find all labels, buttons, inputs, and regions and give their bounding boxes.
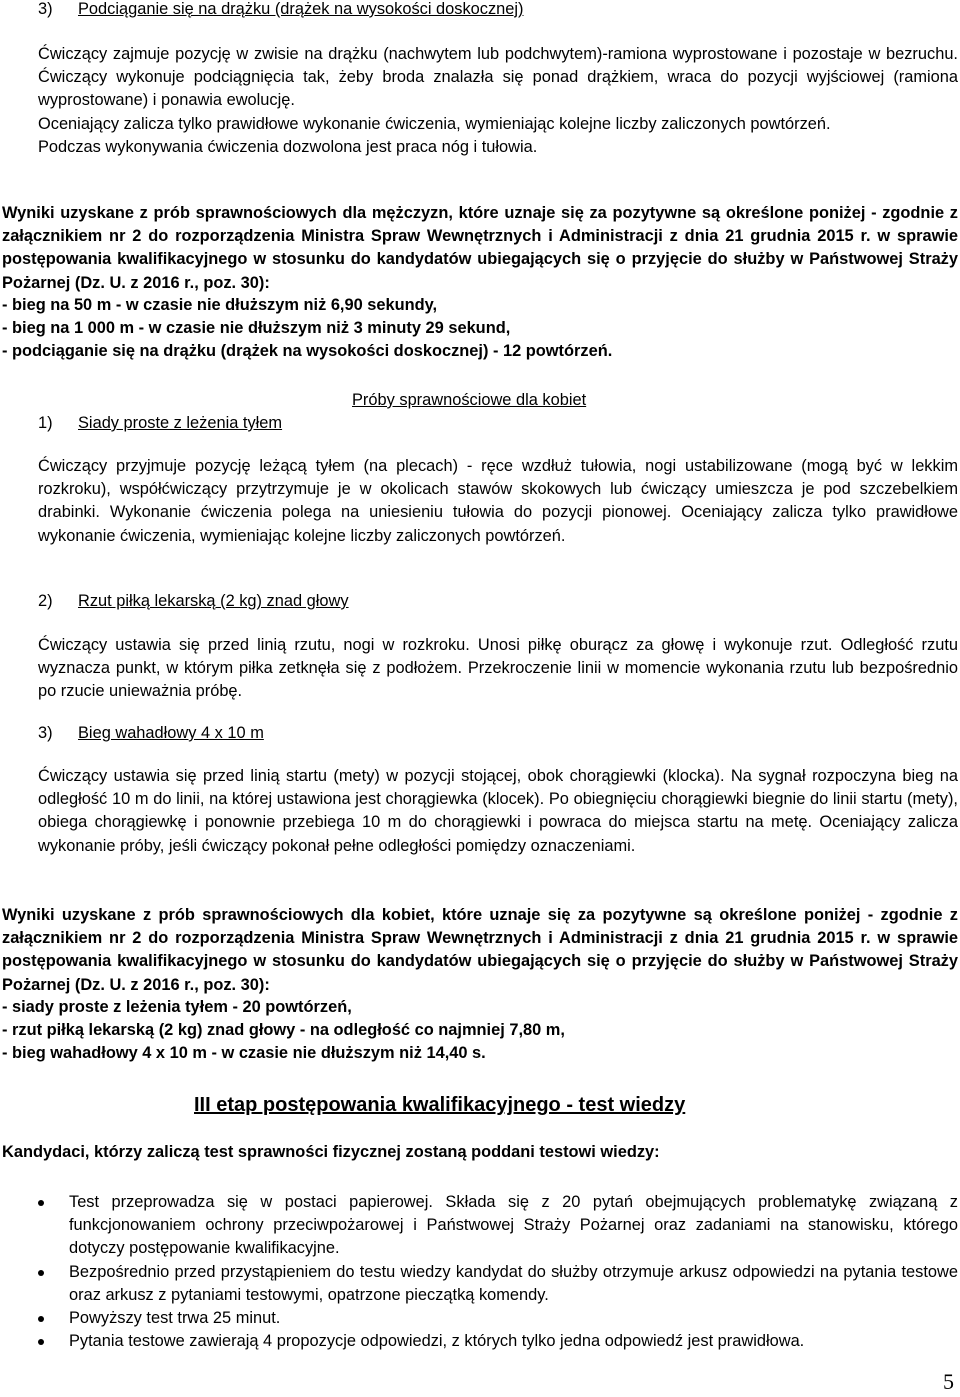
women-item-3-number: 3)	[38, 724, 53, 742]
women-result-situps: - siady proste z leżenia tyłem - 20 powtórzeń,	[2, 998, 352, 1016]
women-result-ball-throw: - rzut piłką lekarską (2 kg) znad głowy - na odległość co najmniej 7,80 m,	[2, 1021, 565, 1040]
men-item-3-title: Podciąganie się na drążku (drążek na wysokości doskocznej)	[78, 0, 524, 18]
men-item-3-desc-p3: Podczas wykonywania ćwiczenia dozwolona jest praca nóg i tułowia.	[38, 137, 538, 156]
bullet-dot-icon	[38, 1270, 44, 1276]
women-item-1-number: 1)	[38, 414, 53, 432]
women-item-1-description: Ćwiczący przyjmuje pozycję leżącą tyłem (na plecach) - ręce wzdłuż tułowia, nogi ustabilizowane (mogą być w lekkim rozkroku), współćwiczący przytrzymuje je w okolicach stawów skokowych lub ćwiczący umieszcza je pod szczebelkiem drabinki. Wykonanie ćwiczenia polega na uniesieniu tułowia do pozycji pionowej. Oceniający zalicza tylko prawidłowe wykonanie ćwiczenia, wymieniając kolejne liczby zaliczonych powtórzeń.	[38, 457, 958, 545]
list-item-text: Powyższy test trwa 25 minut.	[69, 1309, 281, 1328]
women-results-intro: Wyniki uzyskane z prób sprawnościowych dla kobiet, które uznaje się za pozytywne są określone poniżej - zgodnie z załącznikiem nr 2 do rozporządzenia Ministra Spraw Wewnętrznych i Administracji z dnia 21 grudnia 2015 r. w sprawie postępowania kwalifikacyjnego w stosunku do kandydatów ubiegających się o przyjęcie do służby w Państwowej Straży Pożarnej (Dz. U. z 2016 r., poz. 30):	[2, 906, 958, 994]
men-item-3-desc-p1: Ćwiczący zajmuje pozycję w zwisie na drążku (nachwytem lub podchwytem)-ramiona wyprostowane i pozostaje w bezruchu. Ćwiczący wykonuje podciągnięcia tak, żeby broda znalazła się ponad drążkiem, wraca do pozycji wyjściowej (ramiona wyprostowane) i ponawia ewolucję.	[38, 45, 958, 110]
men-results-list	[2, 294, 958, 364]
women-item-2-description: Ćwiczący ustawia się przed linią rzutu, nogi w rozkroku. Unosi piłkę oburącz za głowę i wykonuje rzut. Odległość rzutu wyznacza punkt, w którym piłka zetknęła się z podłożem. Przekroczenie linii w momencie wykonania rzutu lub bezpośrednio po rzucie unieważnia próbę.	[38, 636, 958, 701]
men-item-3-heading	[38, 0, 958, 21]
list-item	[38, 1191, 958, 1261]
list-item	[38, 1261, 958, 1307]
page-number: 5	[943, 1369, 954, 1394]
bullet-dot-icon	[38, 1339, 44, 1345]
men-result-pullups: - podciąganie się na drążku (drążek na wysokości doskocznej) - 12 powtórzeń.	[2, 342, 613, 361]
men-result-run-1000m: - bieg na 1 000 m - w czasie nie dłuższym niż 3 minuty 29 sekund,	[2, 319, 511, 338]
list-item	[38, 1307, 958, 1330]
women-item-3-title: Bieg wahadłowy 4 x 10 m	[78, 724, 264, 742]
bullet-dot-icon	[38, 1200, 44, 1206]
women-item-1-heading	[38, 412, 958, 435]
women-item-3-description: Ćwiczący ustawia się przed linią startu (mety) w pozycji stojącej, obok chorągiewki (klocka). Na sygnał rozpoczyna bieg na odległość 10 m do linii, na której ustawiona jest chorągiewka (klocek). Po obiegnięciu chorągiewki biegnie do linii startu (mety), obiega chorągiewkę i ponownie przebiega 10 m do chorągiewki i powraca do miejsca startu na metę. Oceniający zalicza wykonanie próby, jeśli ćwiczący pokonał pełne odległości pomiędzy oznaczeniami.	[38, 767, 958, 855]
men-item-3-description	[38, 43, 958, 159]
list-item-text: Bezpośrednio przed przystąpieniem do testu wiedzy kandydat do służby otrzymuje arkusz odpowiedzi na pytania testowe oraz arkusz z pytaniami testowymi, opatrzone pieczątką komendy.	[69, 1262, 958, 1304]
women-section-heading: Próby sprawnościowe dla kobiet	[352, 391, 587, 409]
women-item-1-title: Siady proste z leżenia tyłem	[78, 414, 283, 432]
list-item	[38, 1330, 958, 1353]
list-item-text: Test przeprowadza się w postaci papierowej. Składa się z 20 pytań obejmujących problematykę związaną z funkcjonowaniem ochrony przeciwpożarowej i Państwowej Straży Pożarnej oraz zadaniami na stanowisku, którego dotyczy postępowanie kwalifikacyjne.	[69, 1193, 958, 1258]
women-results-list	[2, 996, 958, 1066]
stage3-bullet-list	[38, 1191, 958, 1353]
women-result-shuttle-run: - bieg wahadłowy 4 x 10 m - w czasie nie dłuższym niż 14,40 s.	[2, 1044, 486, 1063]
men-results-intro: Wyniki uzyskane z prób sprawnościowych dla mężczyzn, które uznaje się za pozytywne są określone poniżej - zgodnie z załącznikiem nr 2 do rozporządzenia Ministra Spraw Wewnętrznych i Administracji z dnia 21 grudnia 2015 r. w sprawie postępowania kwalifikacyjnego w stosunku do kandydatów ubiegających się o przyjęcie do służby w Państwowej Straży Pożarnej (Dz. U. z 2016 r., poz. 30):	[2, 204, 958, 292]
women-item-2-number: 2)	[38, 592, 53, 610]
men-item-3-desc-p2: Oceniający zalicza tylko prawidłowe wykonanie ćwiczenia, wymieniając kolejne liczby zaliczonych powtórzeń.	[38, 114, 831, 133]
men-item-3-number: 3)	[38, 0, 53, 18]
stage3-heading: III etap postępowania kwalifikacyjnego - test wiedzy	[194, 1094, 686, 1116]
stage3-intro: Kandydaci, którzy zaliczą test sprawności fizycznej zostaną poddani testowi wiedzy:	[2, 1143, 660, 1161]
bullet-dot-icon	[38, 1316, 44, 1322]
list-item-text: Pytania testowe zawierają 4 propozycje odpowiedzi, z których tylko jedna odpowiedź jest prawidłowa.	[69, 1332, 805, 1351]
women-item-2-title: Rzut piłką lekarską (2 kg) znad głowy	[78, 592, 349, 610]
men-result-run-50m: - bieg na 50 m - w czasie nie dłuższym niż 6,90 sekundy,	[2, 296, 438, 314]
women-item-2-heading	[38, 590, 958, 613]
women-item-3-heading	[38, 722, 958, 745]
